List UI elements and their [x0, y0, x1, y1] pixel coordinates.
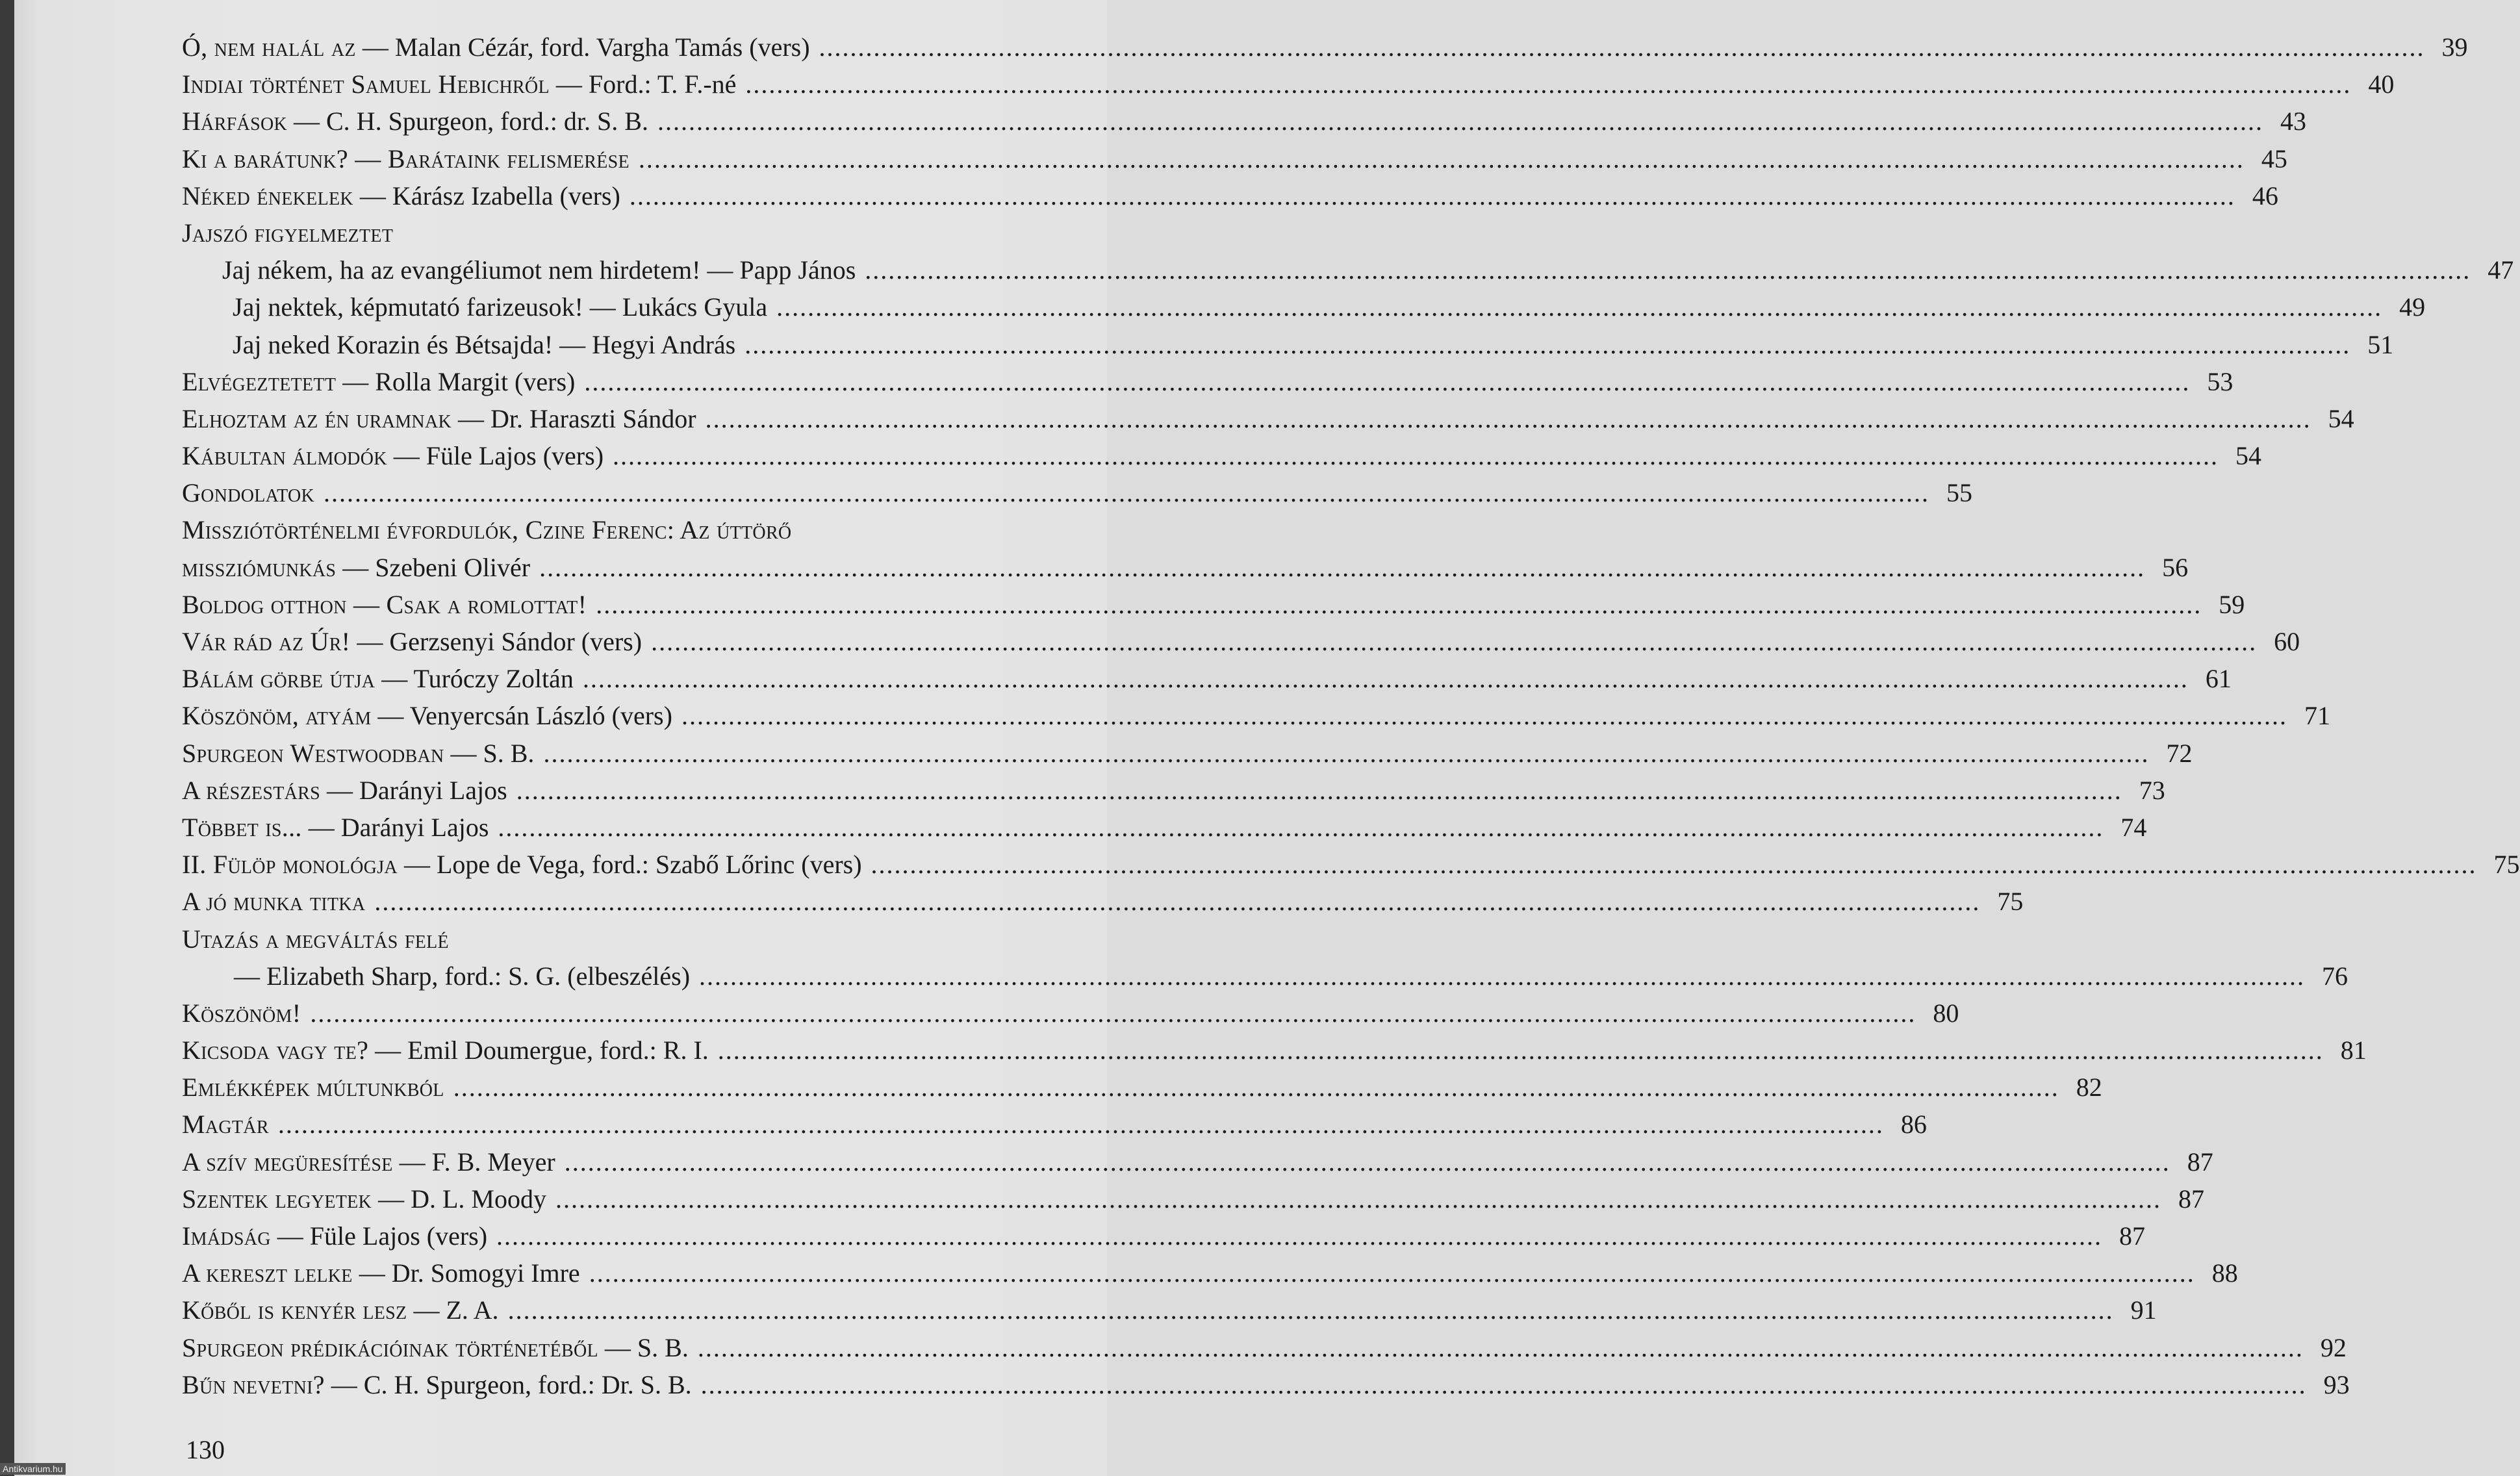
entry-author: — C. H. Spurgeon, ford.: dr. S. B. [287, 107, 648, 136]
page-number: 81 [2340, 1036, 2367, 1065]
dot-leader [374, 883, 1980, 920]
toc-entry [182, 66, 2395, 103]
entry-author: — Z. A. [407, 1295, 499, 1325]
entry-title: Utazás a megváltás felé [182, 924, 449, 954]
entry-author: — Dr. Somogyi Imre [352, 1258, 580, 1288]
entry-author: — Füle Lajos (vers) [270, 1221, 488, 1251]
dot-leader [706, 400, 2311, 437]
entry-author: — Emil Doumergue, ford.: R. I. [368, 1036, 709, 1065]
dot-leader [508, 1292, 2114, 1329]
dot-leader [865, 251, 2471, 288]
page-number: 54 [2235, 441, 2262, 471]
entry-title: A szív megüresítése [182, 1147, 393, 1177]
entry-author: — S. B. [444, 738, 535, 768]
toc-entry [182, 1143, 2213, 1180]
dot-leader [324, 474, 1929, 511]
folio-page-number: 130 [186, 1435, 225, 1464]
entry-title: II. Fülöp monológja [182, 850, 398, 880]
entry-title: Ó, nem halál az [182, 32, 356, 62]
entry-author: — Darányi Lajos [301, 812, 489, 842]
entry-author: — Venyercsán László (vers) [371, 701, 672, 731]
page-number: 71 [2304, 701, 2330, 731]
toc-entry [182, 326, 2394, 363]
toc-entry [182, 1254, 2238, 1292]
dot-leader [718, 1032, 2324, 1069]
entry-title: Hárfások [182, 107, 287, 136]
entry-title: Köszönöm, atyám [182, 701, 372, 731]
page-number: 51 [2367, 329, 2394, 359]
toc-entry [182, 1106, 1927, 1143]
dot-leader [496, 1217, 2102, 1254]
page-number: 40 [2368, 70, 2395, 99]
dot-leader [681, 697, 2287, 734]
toc-entry [182, 883, 2024, 920]
page-number: 87 [2119, 1221, 2146, 1251]
toc-entry [182, 586, 2245, 623]
page-number: 47 [2488, 255, 2514, 285]
toc-entry [182, 1292, 2157, 1329]
dot-leader [565, 1143, 2170, 1180]
page-number: 72 [2166, 738, 2193, 768]
toc-entry [182, 437, 2262, 474]
dot-leader [589, 1254, 2195, 1292]
entry-author: Jaj nektek, képmutató farizeusok! — Lukács Gyula [233, 292, 768, 322]
toc-entry [182, 995, 1959, 1032]
dot-leader [699, 958, 2305, 995]
page-number: 88 [2211, 1258, 2238, 1288]
dot-leader [698, 1329, 2304, 1366]
dot-leader [745, 66, 2351, 103]
page-number: 49 [2399, 292, 2426, 322]
dot-leader [310, 995, 1916, 1032]
dot-leader [516, 772, 2122, 809]
page-number: 80 [1933, 998, 1959, 1028]
toc-entry [182, 1180, 2204, 1217]
toc-entry [182, 809, 2147, 846]
entry-author: — Füle Lajos (vers) [387, 441, 604, 471]
toc-entry [182, 772, 2165, 809]
dot-leader [584, 363, 2190, 400]
toc-entry [182, 177, 2278, 214]
page-number: 39 [2441, 32, 2468, 62]
entry-author: — Turóczy Zoltán [375, 664, 574, 694]
toc-entry [182, 1069, 2102, 1106]
page-number: 73 [2139, 775, 2165, 805]
page-number: 87 [2187, 1147, 2213, 1177]
entry-title: Ki a barátunk? — Barátaink felismerése [182, 144, 630, 173]
entry-title: Szentek legyetek [182, 1184, 372, 1214]
toc-entry [182, 288, 2426, 325]
page-number: 55 [1946, 478, 1973, 508]
page-number: 53 [2207, 366, 2234, 396]
dot-leader [745, 326, 2350, 363]
entry-title: Kőből is kenyér lesz [182, 1295, 407, 1325]
entry-title: Bűn nevetni? [182, 1369, 325, 1399]
entry-title: Néked énekelek [182, 181, 353, 210]
toc-entry [182, 958, 2348, 995]
entry-author: — Malan Cézár, ford. Vargha Tamás (vers) [355, 32, 810, 62]
entry-title: Boldog otthon — Csak a romlottat! [182, 589, 587, 619]
dot-leader [539, 549, 2145, 586]
page-number: 56 [2162, 552, 2189, 582]
entry-title: Bálám görbe útja [182, 664, 375, 694]
toc-entry [182, 1217, 2146, 1254]
entry-title: Köszönöm! [182, 998, 301, 1028]
entry-title: Többet is... [182, 812, 302, 842]
entry-title: Imádság [182, 1221, 271, 1251]
book-spine [0, 0, 14, 1476]
toc-entry [182, 660, 2232, 697]
toc-entry [182, 29, 2468, 66]
table-of-contents [182, 29, 2520, 1403]
entry-author: — Darányi Lajos [320, 775, 507, 805]
entry-title: A részestárs [182, 775, 320, 805]
page-number: 92 [2320, 1332, 2347, 1362]
entry-title: Gondolatok [182, 478, 315, 508]
page-number: 86 [1900, 1110, 1927, 1139]
toc-entry [182, 623, 2300, 660]
page-number: 93 [2323, 1369, 2350, 1399]
entry-title: Emlékképek múltunkból [182, 1073, 444, 1102]
toc-entry [182, 697, 2330, 734]
entry-author: — S. B. [598, 1332, 689, 1362]
dot-leader [453, 1069, 2059, 1106]
page-number: 59 [2219, 589, 2245, 619]
dot-leader [630, 177, 2235, 214]
dot-leader [651, 623, 2257, 660]
entry-title: A jó munka titka [182, 887, 366, 917]
toc-entry [182, 549, 2189, 586]
entry-author: — Rolla Margit (vers) [336, 366, 576, 396]
page-number: 87 [2178, 1184, 2204, 1214]
entry-title: Kicsoda vagy te? [182, 1036, 369, 1065]
entry-title: Elvégeztetett [182, 366, 337, 396]
page-number: 91 [2130, 1295, 2157, 1325]
page-number: 45 [2261, 144, 2287, 173]
dot-leader [583, 660, 2189, 697]
entry-title: missziómunkás [182, 552, 337, 582]
entry-title: Elhoztam az én uramnak [182, 403, 452, 433]
toc-entry [182, 1032, 2367, 1069]
dot-leader [498, 809, 2104, 846]
dot-leader [613, 437, 2219, 474]
entry-author: — Lope de Vega, ford.: Szabő Lőrinc (vers) [397, 850, 862, 880]
entry-author: — Dr. Haraszti Sándor [452, 403, 696, 433]
entry-author: Jaj nékem, ha az evangéliumot nem hirdetem! — Papp János [222, 255, 856, 285]
entry-title: Spurgeon prédikációinak történetéből [182, 1332, 598, 1362]
entry-author: — Kárász Izabella (vers) [353, 181, 620, 210]
entry-author: — Gerzsenyi Sándor (vers) [350, 627, 643, 656]
dot-leader [543, 735, 2149, 772]
toc-entry [182, 1329, 2347, 1366]
toc-entry [182, 846, 2520, 883]
toc-entry [182, 140, 2287, 177]
entry-title: Vár rád az Úr! [182, 627, 351, 656]
entry-author: — C. H. Spurgeon, ford.: Dr. S. B. [324, 1369, 692, 1399]
toc-entry [182, 400, 2354, 437]
page-number: 75 [1997, 887, 2024, 917]
toc-entry [182, 1366, 2350, 1403]
entry-author: — Elizabeth Sharp, ford.: S. G. (elbeszélés) [234, 961, 691, 991]
dot-leader [871, 846, 2477, 883]
page-number: 75 [2493, 850, 2520, 880]
toc-section-heading [182, 921, 1065, 958]
toc-entry [182, 363, 2234, 400]
page-number: 43 [2280, 107, 2306, 136]
page-number: 46 [2252, 181, 2278, 210]
entry-title: Kábultan álmodók [182, 441, 387, 471]
dot-leader [278, 1106, 1884, 1143]
dot-leader [701, 1366, 2307, 1403]
entry-title: Missziótörténelmi évfordulók, Czine Ferenc: Az úttörő [182, 515, 792, 545]
entry-author: — F. B. Meyer [392, 1147, 555, 1177]
entry-title: Jajszó figyelmeztet [182, 218, 394, 248]
dot-leader [596, 586, 2202, 623]
page-number: 82 [2076, 1073, 2102, 1102]
toc-entry [182, 735, 2193, 772]
toc-entry [182, 251, 2514, 288]
dot-leader [819, 29, 2425, 66]
watermark: Antikvarium.hu [0, 1463, 66, 1475]
page-number: 61 [2205, 664, 2232, 694]
toc-section-heading [182, 214, 1065, 251]
dot-leader [639, 140, 2245, 177]
dot-leader [555, 1180, 2161, 1217]
page-number: 60 [2274, 627, 2300, 656]
page-number: 74 [2120, 812, 2147, 842]
entry-title: Spurgeon Westwoodban [182, 738, 444, 768]
toc-entry [182, 474, 1973, 511]
page-number: 54 [2328, 403, 2354, 433]
entry-author: — Szebeni Olivér [336, 552, 531, 582]
entry-title: A kereszt lelke [182, 1258, 353, 1288]
dot-leader [657, 103, 2263, 140]
toc-entry-line [182, 511, 1065, 548]
entry-author: Jaj neked Korazin és Bétsajda! — Hegyi András [233, 329, 736, 359]
entry-title: Magtár [182, 1110, 269, 1139]
entry-title: Indiai történet Samuel Hebichről [182, 70, 550, 99]
dot-leader [776, 288, 2382, 325]
entry-author: — Ford.: T. F.-né [549, 70, 737, 99]
page-number: 76 [2322, 961, 2348, 991]
toc-entry [182, 103, 2306, 140]
entry-author: — D. L. Moody [372, 1184, 546, 1214]
